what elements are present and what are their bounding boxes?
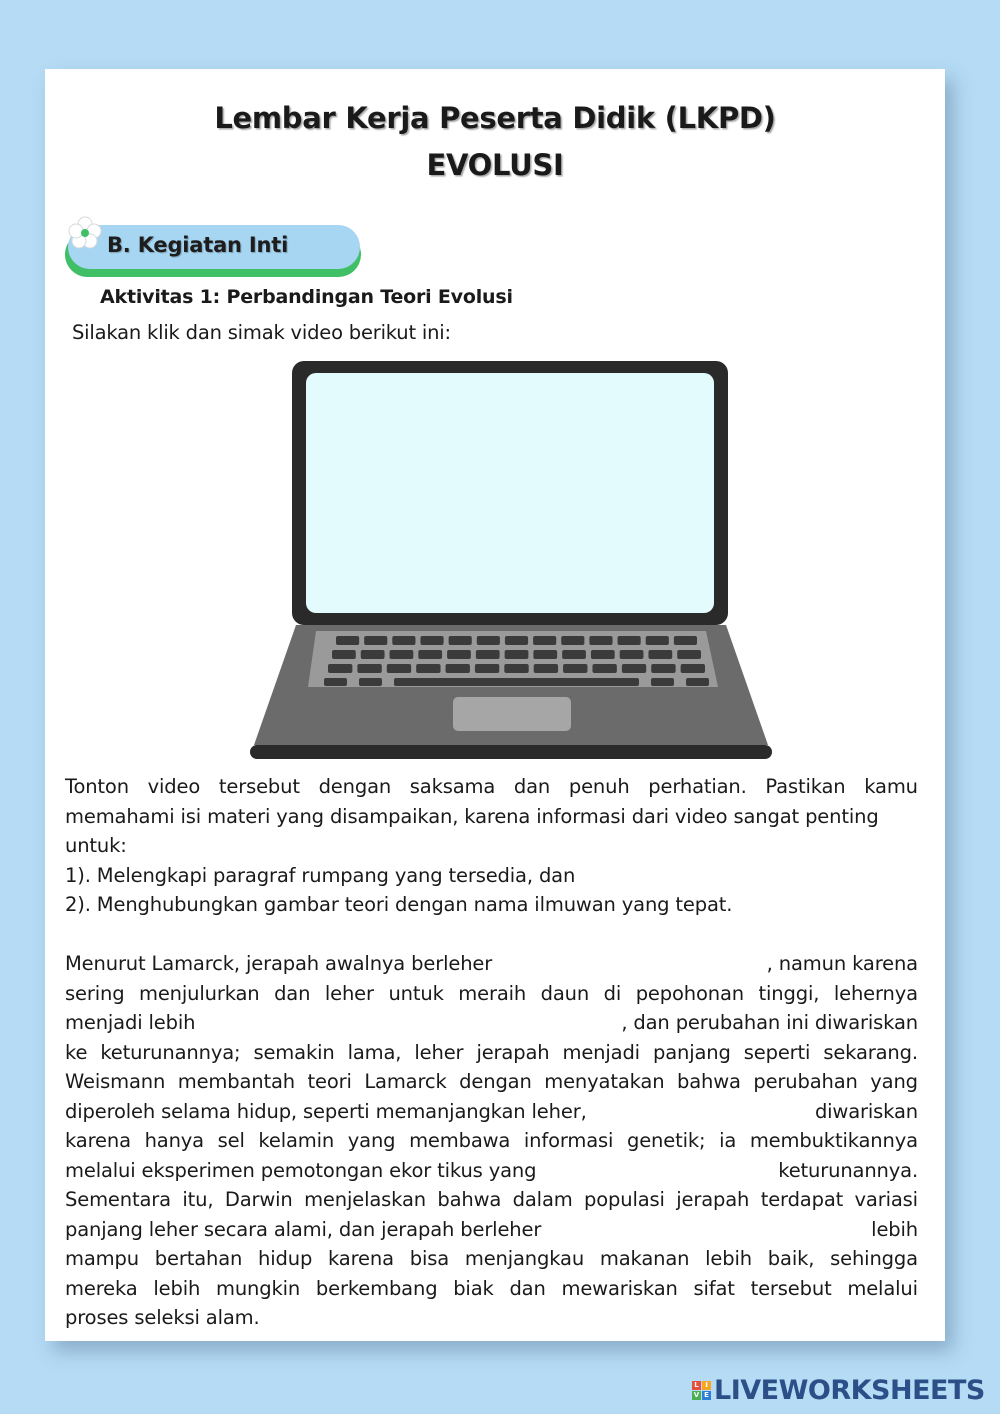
word: mampu bbox=[65, 1247, 139, 1270]
word: genetik; bbox=[626, 1129, 706, 1152]
keyboard-key bbox=[592, 664, 616, 673]
word: seperti bbox=[743, 1040, 811, 1064]
keyboard-key bbox=[332, 650, 356, 659]
cloze-line bbox=[65, 1244, 918, 1274]
keyboard-key bbox=[328, 664, 352, 673]
word: yang bbox=[347, 1129, 396, 1152]
cloze-text: lebih bbox=[871, 1217, 918, 1241]
word: jerapah bbox=[676, 1188, 750, 1211]
activity-title: Aktivitas 1: Perbandingan Teori Evolusi bbox=[100, 286, 513, 308]
instruction-line bbox=[65, 802, 918, 832]
word: pepohonan bbox=[635, 981, 744, 1005]
cloze-text: Menurut Lamarck, jerapah awalnya berleher bbox=[65, 952, 493, 975]
keyboard-key bbox=[622, 664, 646, 673]
word: panjang bbox=[652, 1040, 731, 1064]
keyboard-key bbox=[392, 636, 415, 645]
word: dalam bbox=[512, 1188, 573, 1211]
keyboard-key bbox=[534, 664, 558, 673]
word: membuktikannya bbox=[749, 1129, 918, 1152]
word: Sementara bbox=[65, 1188, 171, 1211]
instruction-line bbox=[65, 772, 918, 802]
keyboard-key bbox=[562, 650, 586, 659]
liveworksheets-logo-icon bbox=[692, 1381, 711, 1400]
keyboard-key bbox=[681, 664, 705, 673]
word: meraih bbox=[458, 981, 527, 1005]
keyboard-key bbox=[591, 650, 615, 659]
word: dengan bbox=[459, 1070, 532, 1093]
word: bahwa bbox=[437, 1188, 502, 1211]
word: lama, bbox=[347, 1040, 402, 1064]
word: perubahan bbox=[753, 1070, 858, 1093]
word: dan bbox=[509, 1276, 546, 1300]
page-title: Lembar Kerja Peserta Didik (LKPD) bbox=[214, 101, 776, 135]
keyboard-key bbox=[390, 650, 414, 659]
keyboard-key bbox=[505, 650, 529, 659]
keyboard-key bbox=[449, 636, 472, 645]
watermark-text: LIVEWORKSHEETS bbox=[714, 1374, 985, 1406]
blank-input-5[interactable] bbox=[561, 1215, 851, 1245]
word: lebih bbox=[705, 1247, 752, 1270]
keyboard-key bbox=[651, 678, 674, 686]
word: sekarang. bbox=[823, 1040, 918, 1064]
keyboard-key bbox=[357, 664, 381, 673]
word: biak bbox=[453, 1276, 494, 1300]
word: dan bbox=[274, 981, 311, 1005]
cloze-text: , namun karena bbox=[766, 952, 918, 975]
word: membawa bbox=[409, 1129, 511, 1152]
word: mereka bbox=[65, 1276, 138, 1300]
cloze-text: proses seleksi alam. bbox=[65, 1306, 260, 1329]
word: mewariskan bbox=[561, 1276, 678, 1300]
keyboard-key bbox=[533, 650, 557, 659]
word: bahwa bbox=[676, 1070, 741, 1093]
keyboard-key bbox=[533, 636, 556, 645]
word: leher bbox=[324, 981, 374, 1005]
word: sel bbox=[217, 1129, 245, 1152]
word: dengan bbox=[318, 775, 392, 798]
instruction-text: 1). Melengkapi paragraf rumpang yang tersedia, dan bbox=[65, 863, 576, 887]
keyboard-key bbox=[504, 664, 528, 673]
watermark[interactable] bbox=[692, 1374, 985, 1406]
word: ia bbox=[719, 1129, 737, 1152]
word: keturunannya; bbox=[100, 1040, 241, 1064]
cloze-line bbox=[65, 1038, 918, 1068]
logo-letter: E bbox=[702, 1391, 711, 1400]
cloze-line bbox=[65, 979, 918, 1009]
section-label: B. Kegiatan Inti bbox=[107, 233, 289, 257]
word: hidup bbox=[258, 1247, 313, 1270]
keyboard-key bbox=[620, 650, 644, 659]
cloze-line bbox=[65, 1008, 918, 1038]
cloze-line bbox=[65, 1274, 918, 1304]
page-subtitle: EVOLUSI bbox=[426, 148, 564, 182]
word: daun bbox=[540, 981, 590, 1005]
keyboard-key bbox=[651, 664, 675, 673]
keyboard-key bbox=[505, 636, 528, 645]
cloze-text: keturunannya. bbox=[778, 1158, 918, 1182]
blank-input-3[interactable] bbox=[606, 1097, 796, 1127]
cloze-text: panjang leher secara alami, dan jerapah berleher bbox=[65, 1217, 542, 1241]
word: menjelaskan bbox=[304, 1188, 426, 1211]
word: jerapah bbox=[476, 1040, 550, 1064]
word: perhatian. bbox=[648, 775, 747, 798]
word: Darwin bbox=[224, 1188, 293, 1211]
word: kelamin bbox=[258, 1129, 335, 1152]
word: lebih bbox=[153, 1276, 201, 1300]
word: tinggi, bbox=[758, 981, 820, 1005]
logo-letter: V bbox=[693, 1390, 700, 1399]
word: menjulurkan bbox=[138, 981, 260, 1005]
cloze-text: , dan perubahan ini diwariskan bbox=[621, 1011, 918, 1034]
blank-input-2[interactable] bbox=[213, 1008, 603, 1038]
word: hanya bbox=[144, 1129, 204, 1152]
flower-icon bbox=[67, 215, 103, 251]
cloze-text: menjadi lebih bbox=[65, 1011, 196, 1034]
word: bisa bbox=[409, 1247, 450, 1270]
word: saksama bbox=[409, 775, 496, 798]
instruction-line bbox=[65, 831, 918, 861]
keyboard-key bbox=[446, 664, 470, 673]
keyboard-key bbox=[686, 678, 709, 686]
word: kamu bbox=[864, 775, 918, 798]
keyboard-key bbox=[416, 664, 440, 673]
keyboard-key bbox=[364, 636, 387, 645]
word: menyatakan bbox=[544, 1070, 665, 1093]
word: mungkin bbox=[215, 1276, 301, 1300]
word: yang bbox=[870, 1070, 918, 1093]
word: melalui bbox=[847, 1276, 918, 1300]
keyboard-key bbox=[387, 664, 411, 673]
word: variasi bbox=[854, 1188, 918, 1211]
instruction-text: memahami isi materi yang disampaikan, karena informasi dari video sangat penting bbox=[65, 804, 879, 828]
word: itu, bbox=[182, 1188, 214, 1211]
word: teori bbox=[307, 1070, 352, 1093]
word: membantah bbox=[177, 1070, 295, 1093]
activity-intro: Silakan klik dan simak video berikut ini: bbox=[72, 321, 451, 344]
keyboard-spacebar bbox=[394, 678, 639, 686]
laptop-icon[interactable] bbox=[250, 359, 772, 764]
cloze-line bbox=[65, 1303, 918, 1333]
worksheet-page bbox=[45, 69, 945, 1341]
keyboard-key bbox=[618, 636, 641, 645]
word: ke bbox=[65, 1040, 88, 1064]
blank-input-4[interactable] bbox=[557, 1156, 757, 1186]
word: baik, bbox=[767, 1247, 815, 1270]
word: makanan bbox=[599, 1247, 690, 1270]
cloze-line bbox=[65, 1067, 918, 1097]
keyboard-key bbox=[646, 636, 669, 645]
cloze-line bbox=[65, 949, 918, 979]
keyboard-key bbox=[447, 650, 471, 659]
word: di bbox=[603, 981, 622, 1005]
word: bertahan bbox=[154, 1247, 243, 1270]
instructions bbox=[65, 772, 918, 920]
keyboard-key bbox=[418, 650, 442, 659]
word: sehingga bbox=[830, 1247, 918, 1270]
word: Weismann bbox=[65, 1070, 166, 1093]
keyboard-key bbox=[477, 636, 500, 645]
keyboard-key bbox=[677, 650, 701, 659]
keyboard-key bbox=[475, 664, 499, 673]
cloze-text: diwariskan bbox=[814, 1099, 918, 1123]
keyboard-key bbox=[324, 678, 347, 686]
keyboard-key bbox=[476, 650, 500, 659]
word: penuh bbox=[568, 775, 630, 798]
logo-letter: L bbox=[692, 1381, 701, 1390]
word: populasi bbox=[584, 1188, 665, 1211]
word: lehernya bbox=[833, 981, 918, 1005]
word: semakin bbox=[253, 1040, 335, 1064]
instruction-item-2 bbox=[65, 890, 918, 920]
word: dan bbox=[513, 775, 551, 798]
cloze-line bbox=[65, 1185, 918, 1215]
keyboard-key bbox=[420, 636, 443, 645]
word: menjangkau bbox=[464, 1247, 585, 1270]
keyboard-key bbox=[561, 636, 584, 645]
word: leher bbox=[414, 1040, 464, 1064]
word: karena bbox=[65, 1129, 131, 1152]
word: karena bbox=[328, 1247, 394, 1270]
keyboard-key bbox=[589, 636, 612, 645]
word: berkembang bbox=[315, 1276, 438, 1300]
keyboard-key bbox=[359, 678, 382, 686]
cloze-paragraph bbox=[65, 949, 918, 1333]
word: sifat bbox=[693, 1276, 735, 1300]
word: terdapat bbox=[760, 1188, 844, 1211]
keyboard-key bbox=[563, 664, 587, 673]
word: menjadi bbox=[562, 1040, 640, 1064]
instruction-item-1 bbox=[65, 861, 918, 891]
cloze-line bbox=[65, 1126, 918, 1156]
word: sering bbox=[65, 981, 125, 1005]
instruction-text: untuk: bbox=[65, 834, 127, 857]
word: Tonton bbox=[65, 775, 129, 798]
cloze-text: diperoleh selama hidup, seperti memanjangkan leher, bbox=[65, 1099, 587, 1123]
cloze-line bbox=[65, 1215, 918, 1245]
cloze-line bbox=[65, 1156, 918, 1186]
blank-input-1[interactable] bbox=[509, 949, 749, 979]
word: Pastikan bbox=[765, 775, 846, 798]
word: Lamarck bbox=[364, 1070, 447, 1093]
word: informasi bbox=[523, 1129, 614, 1152]
keyboard-key bbox=[336, 636, 359, 645]
cloze-text: melalui eksperimen pemotongan ekor tikus yang bbox=[65, 1158, 537, 1182]
logo-letter: I bbox=[702, 1381, 711, 1390]
section-header bbox=[65, 225, 361, 277]
cloze-line bbox=[65, 1097, 918, 1127]
word: video bbox=[147, 775, 201, 798]
keyboard-key bbox=[648, 650, 672, 659]
word: tersebut bbox=[218, 775, 300, 798]
word: untuk bbox=[388, 981, 444, 1005]
keyboard-key bbox=[361, 650, 385, 659]
word: tersebut bbox=[750, 1276, 832, 1300]
keyboard-key bbox=[674, 636, 697, 645]
instruction-text: 2). Menghubungkan gambar teori dengan nama ilmuwan yang tepat. bbox=[65, 893, 733, 916]
